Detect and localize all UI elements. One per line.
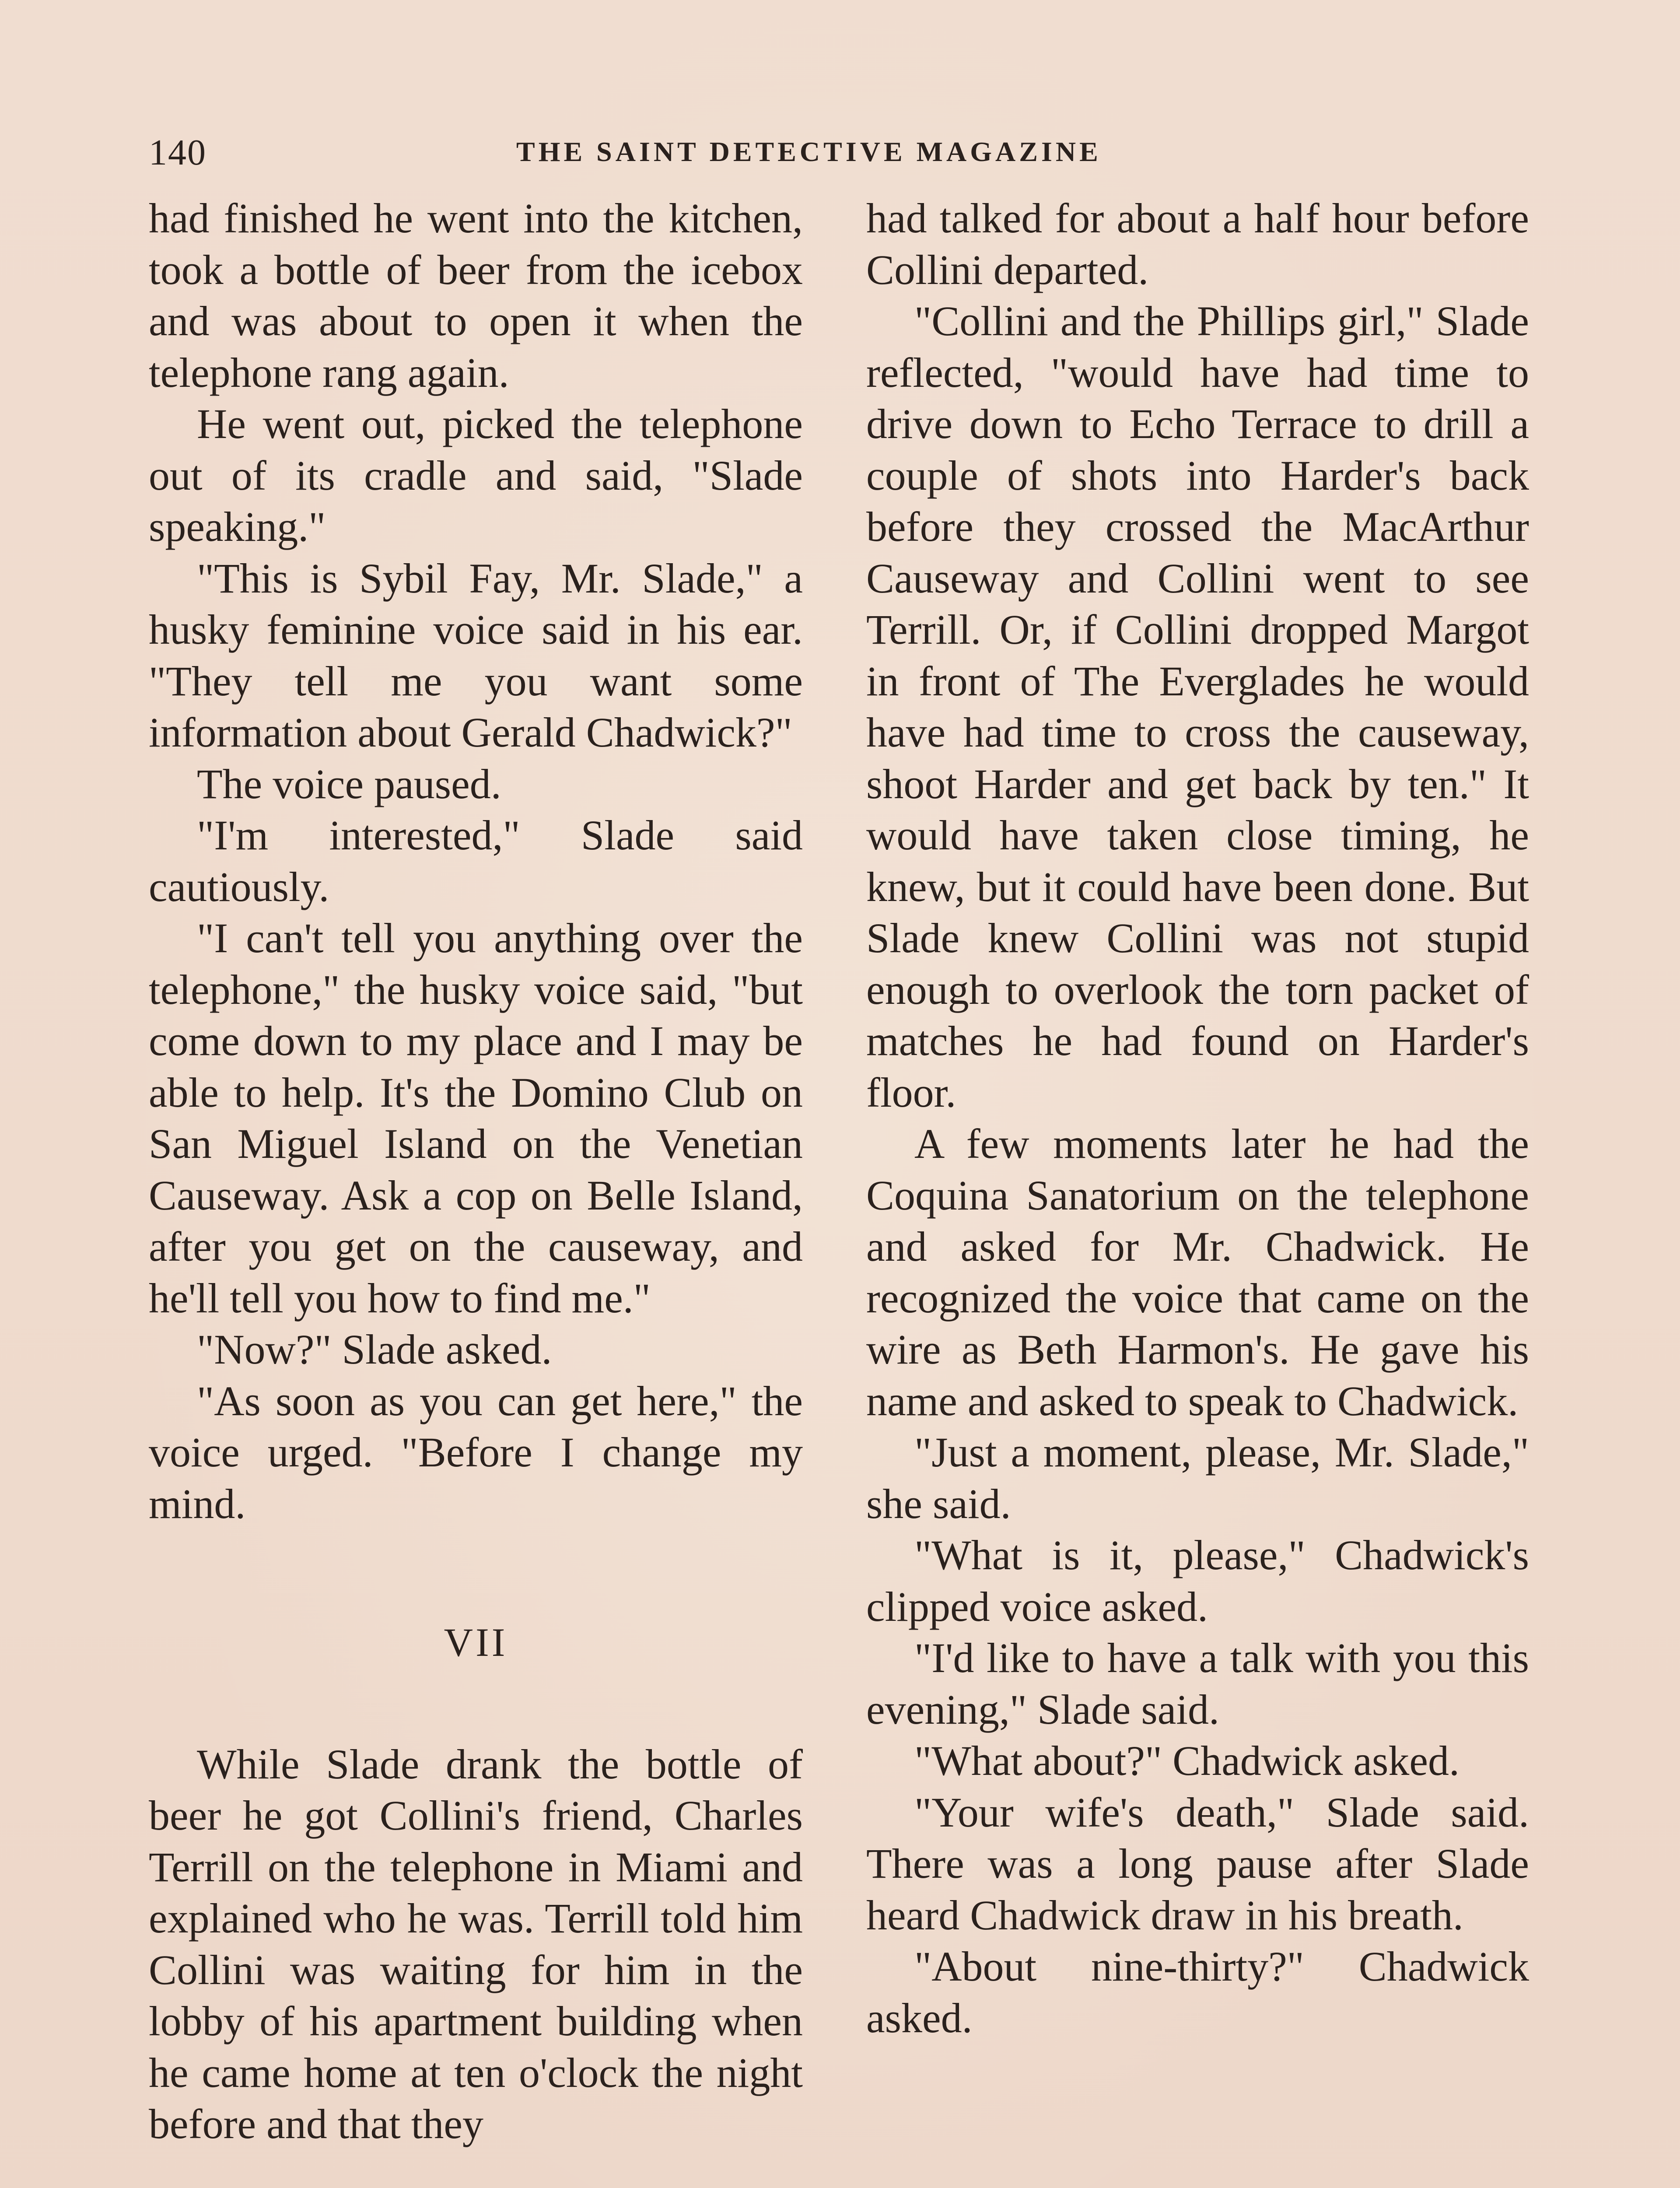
paragraph: "About nine-thirty?" Chadwick asked. (866, 1943, 1529, 2041)
right-column (866, 193, 1529, 2044)
running-head: THE SAINT DETECTIVE MAGAZINE (516, 136, 1102, 167)
paragraph: "This is Sybil Fay, Mr. Slade," a husky feminine voice said in his ear. "They tell me you want some information about Gerald Chadwick?" (149, 554, 803, 756)
paragraph: While Slade drank the bottle of beer he got Collini's friend, Charles Terrill on the telephone in Miami and explained who he was. Terrill told him Collini was waiting for him in the lobby of his apartment building when he came home at ten o'clock the night before and that they (149, 1740, 803, 2147)
paragraph: "Just a moment, please, Mr. Slade," she said. (866, 1429, 1529, 1527)
paragraph: had finished he went into the kitchen, took a bottle of beer from the icebox and was about to open it when the telephone rang again. (149, 195, 803, 396)
paragraph: "Now?" Slade asked. (197, 1326, 552, 1373)
page-header (149, 131, 1531, 179)
paragraph: "As soon as you can get here," the voice urged. "Before I change my mind. (149, 1377, 803, 1527)
paragraph: had talked for about a half hour before Collini departed. (866, 195, 1529, 293)
paragraph: "I'd like to have a talk with you this evening," Slade said. (866, 1634, 1529, 1733)
paragraph: "What about?" Chadwick asked. (914, 1737, 1460, 1784)
paragraph: A few moments later he had the Coquina Sanatorium on the telephone and asked for Mr. Chadwick. He recognized the voice that came on the wire as Beth Harmon's. He gave his name and asked to speak to Chadwick. (866, 1120, 1529, 1424)
paragraph: The voice paused. (197, 760, 501, 807)
paragraph: He went out, picked the telephone out of its cradle and said, "Slade speaking." (149, 400, 803, 550)
section-heading: VII (444, 1620, 508, 1665)
left-column (149, 193, 803, 2150)
paragraph: "What is it, please," Chadwick's clipped voice asked. (866, 1532, 1529, 1630)
paragraph: "Collini and the Phillips girl," Slade reflected, "would have had time to drive down to Echo Terrace to drill a couple of shots into Harder's back before they crossed the MacArthur Causeway and Collini went to see Terrill. Or, if Collini dropped Margot in front of The Everglades he would have had time to cross the causeway, shoot Harder and get back by ten." It would have taken close timing, he knew, but it could have been done. But Slade knew Collini was not stupid enough to overlook the torn packet of matches he had found on Harder's floor. (866, 298, 1529, 1116)
page-number: 140 (149, 132, 206, 173)
paragraph: "Your wife's death," Slade said. There was a long pause after Slade heard Chadwick draw in his breath. (866, 1788, 1529, 1939)
paragraph: "I'm interested," Slade said cautiously. (149, 812, 803, 910)
paragraph: "I can't tell you anything over the telephone," the husky voice said, "but come down to my place and I may be able to help. It's the Domino Club on San Miguel Island on the Venetian Causeway. Ask a cop on Belle Island, after you get on the causeway, and he'll tell you how to find me." (149, 915, 803, 1322)
